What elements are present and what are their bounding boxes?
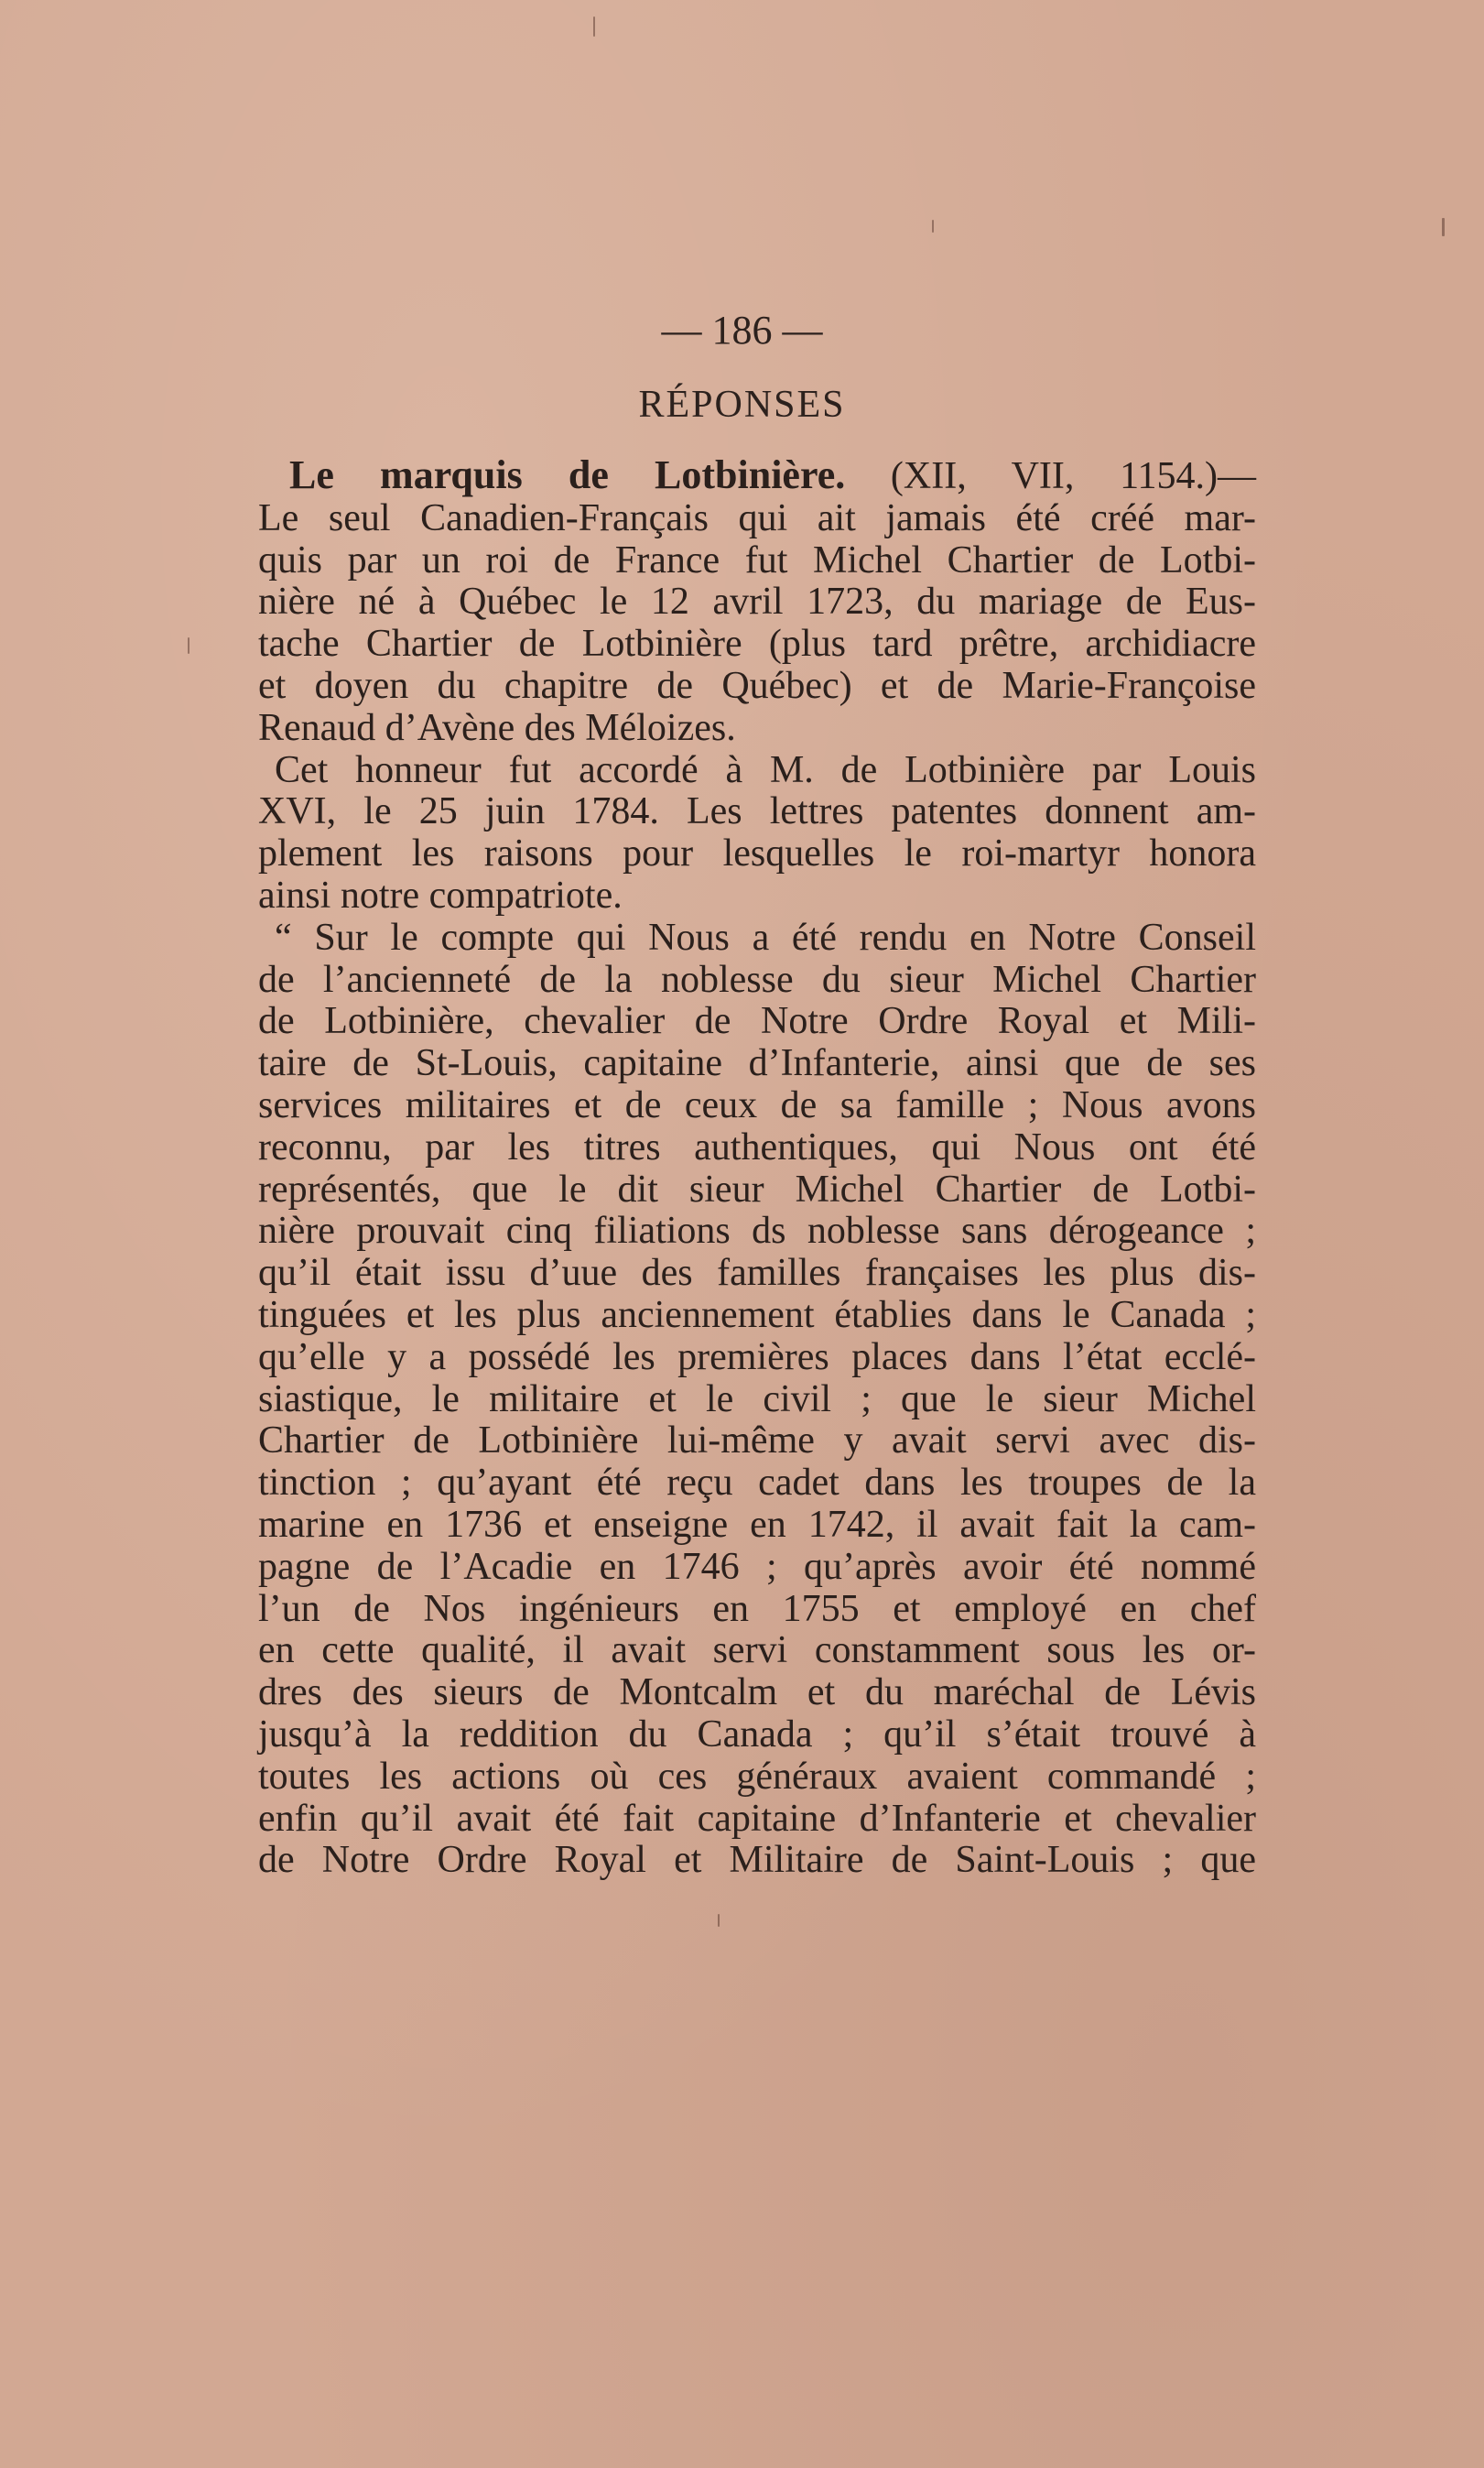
- text-line: plement les raisons pour lesquelles le roi-martyr honora: [258, 832, 1256, 875]
- text-line: siastique, le militaire et le civil ; que le sieur Michel: [258, 1377, 1256, 1420]
- text-line: dres des sieurs de Montcalm et du maréchal de Lévis: [258, 1671, 1256, 1714]
- text-line: marine en 1736 et enseigne en 1742, il avait fait la cam-: [258, 1503, 1256, 1546]
- paper-speck: [188, 637, 190, 654]
- text-line: nière né à Québec le 12 avril 1723, du mariage de Eus-: [258, 581, 1256, 624]
- text-line: services militaires et de ceux de sa famille ; Nous avons: [258, 1083, 1256, 1126]
- text-line: en cette qualité, il avait servi constamment sous les or-: [258, 1629, 1256, 1672]
- text-line: reconnu, par les titres authentiques, qui Nous ont été: [258, 1125, 1256, 1169]
- text-line: de Lotbinière, chevalier de Notre Ordre Royal et Mili-: [258, 1000, 1256, 1043]
- text-line: taire de St-Louis, capitaine d’Infanterie, ainsi que de ses: [258, 1042, 1256, 1085]
- text-line: ainsi notre compatriote.: [258, 874, 623, 917]
- page-number: — 186 —: [661, 308, 823, 353]
- text-line: et doyen du chapitre de Québec) et de Marie-Françoise: [258, 664, 1256, 707]
- text-line: tinction ; qu’ayant été reçu cadet dans les troupes de la: [258, 1462, 1256, 1505]
- text-line: “ Sur le compte qui Nous a été rendu en Notre Conseil: [275, 916, 1256, 959]
- text-line: qu’elle y a possédé les premières places dans l’état ecclé-: [258, 1335, 1256, 1378]
- text-line: Renaud d’Avène des Méloizes.: [258, 706, 736, 749]
- text-line: de l’ancienneté de la noblesse du sieur Michel Chartier: [258, 958, 1256, 1001]
- text-line: représentés, que le dit sieur Michel Chartier de Lotbi-: [258, 1168, 1256, 1211]
- entry-paragraph-1: [258, 454, 1256, 750]
- text-line: enfin qu’il avait été fait capitaine d’Infanterie et chevalier: [258, 1797, 1256, 1840]
- text-line: quis par un roi de France fut Michel Chartier de Lotbi-: [258, 538, 1256, 582]
- paper-speck: [718, 1914, 720, 1927]
- paper-speck: [932, 220, 934, 233]
- text-line: XVI, le 25 juin 1784. Les lettres patentes donnent am-: [258, 790, 1256, 833]
- text-line: Chartier de Lotbinière lui-même y avait servi avec dis-: [258, 1419, 1256, 1462]
- entry-heading-line: [258, 454, 1256, 498]
- text-line: toutes les actions où ces généraux avaient commandé ;: [258, 1755, 1256, 1798]
- text-line: tache Chartier de Lotbinière (plus tard prêtre, archidiacre: [258, 623, 1256, 666]
- text-line: Le seul Canadien-Français qui ait jamais été créé mar-: [258, 496, 1256, 539]
- paper-speck: [1442, 218, 1445, 236]
- entry-title: Le marquis de Lotbinière.: [289, 452, 846, 497]
- text-line: jusqu’à la reddition du Canada ; qu’il s’était trouvé à: [258, 1712, 1256, 1756]
- entry-body: [258, 454, 1256, 1882]
- entry-paragraph-2: [258, 750, 1256, 918]
- entry-reference: (XII, VII, 1154.)—: [890, 455, 1256, 497]
- text-line: l’un de Nos ingénieurs en 1755 et employé en chef: [258, 1587, 1256, 1630]
- text-line: nière prouvait cinq filiations ds noblesse sans dérogeance ;: [258, 1210, 1256, 1253]
- section-heading: RÉPONSES: [638, 384, 846, 426]
- entry-paragraph-3: [258, 918, 1256, 1882]
- text-line: Cet honneur fut accordé à M. de Lotbinière par Louis: [275, 748, 1256, 791]
- text-line: de Notre Ordre Royal et Militaire de Saint-Louis ; que: [258, 1839, 1256, 1882]
- text-line: tinguées et les plus anciennement établies dans le Canada ;: [258, 1293, 1256, 1336]
- text-line: pagne de l’Acadie en 1746 ; qu’après avoir été nommé: [258, 1545, 1256, 1588]
- text-line: qu’il était issu d’uue des familles françaises les plus dis-: [258, 1252, 1256, 1295]
- paper-speck: [593, 16, 595, 37]
